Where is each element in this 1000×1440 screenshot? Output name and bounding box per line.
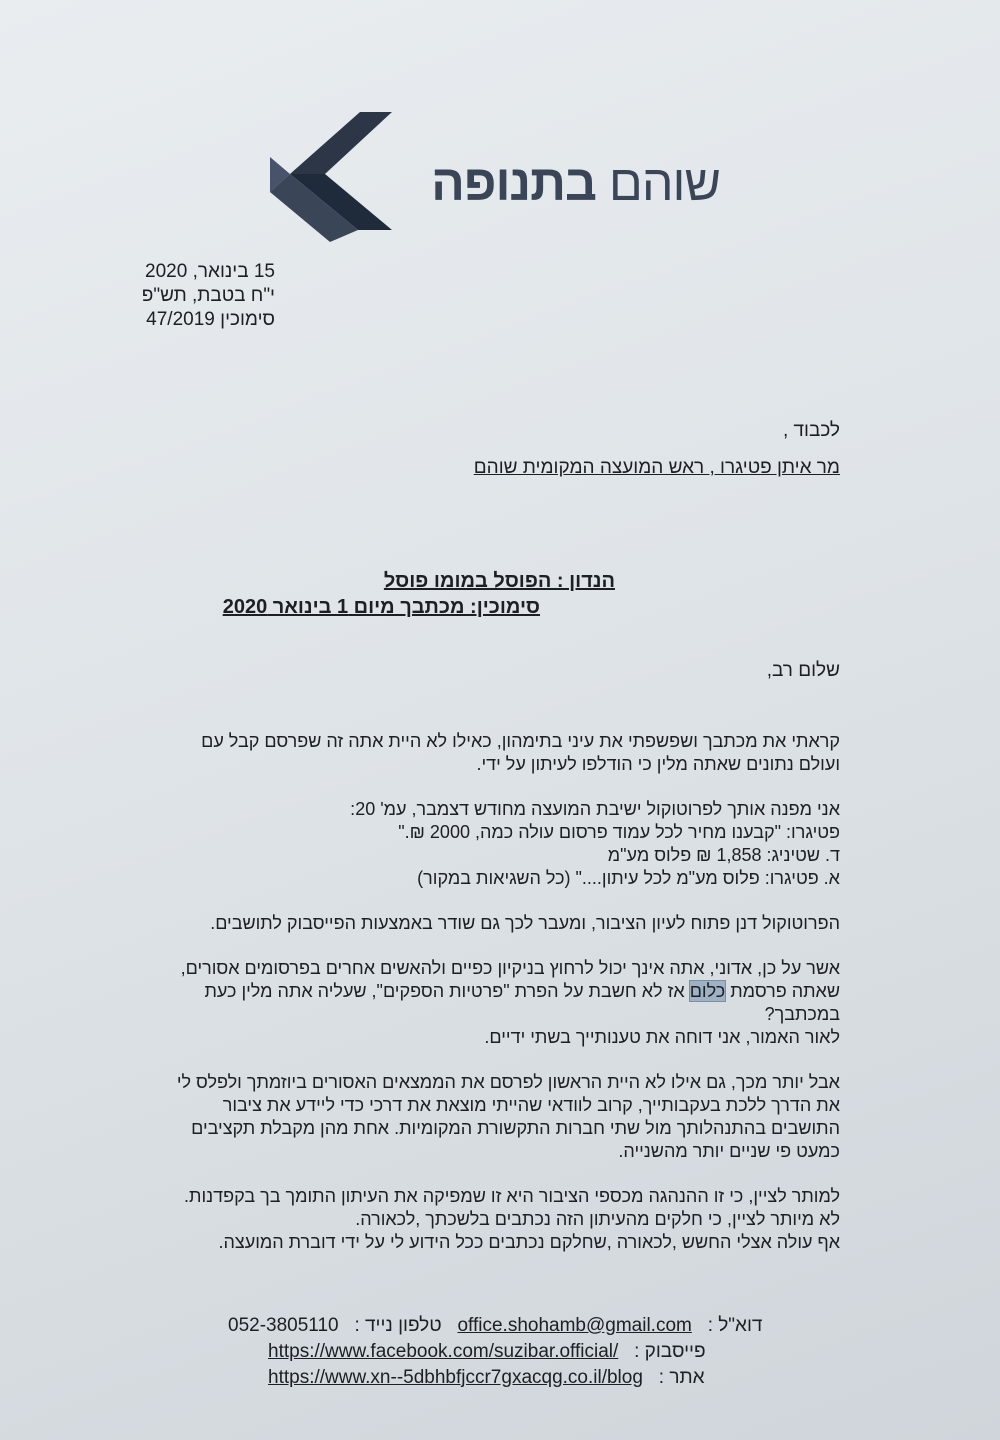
subject-line: הנדון : הפוסל במומו פוסל [383,570,615,592]
logo-word-shoham: שוהם [608,155,720,211]
phone-value: 052-3805110 [228,1315,339,1336]
subject-reference: סימוכין: מכתבך מיום 1 בינואר 2020 [222,596,540,618]
text-line: לא מיותר לציין, כי חלקים מהעיתון הזה נכתבים בלשכתך ,לכאורה. [355,1209,840,1229]
text-line: למותר לציין, כי זו ההנהגה מכספי הציבור היא זו שמפיקה את העיתון התומך בך בקפדנות. [184,1186,840,1206]
paragraph-5 [160,1071,840,1163]
contact-block [228,1313,762,1391]
paragraph-2 [160,798,840,890]
paragraph-3 [160,912,840,935]
facebook-label: פייסבוק : [634,1341,706,1362]
text-segment: אז לא חשבת על הפרת "פרטיות הספקים", שעליה אתה מלין כעת [204,981,690,1001]
text-line [160,980,840,1003]
text-line: כמעט פי שניים יותר מהשנייה. [618,1141,840,1161]
recipient-salutation: לכבוד , [782,420,840,441]
paragraph-4 [160,957,840,1049]
greeting: שלום רב, [766,660,840,681]
contact-email-row [228,1313,762,1339]
letter-body [160,730,840,1276]
text-line: א. פטיגרו: פלוס מע"מ לכל עיתון...." (כל השגיאות במקור) [417,868,840,888]
hebrew-date: י"ח בטבת, תש"פ [141,285,275,306]
contact-site-row [228,1365,762,1391]
site-label: אתר : [658,1367,705,1388]
highlighted-word: כלום [689,981,726,1001]
text-segment: שאתה פרסמת [725,981,840,1001]
text-line: אבל יותר מכך, גם אילו לא היית הראשון לפרסם את הממצאים האסורים ביוזמתך ולפלס לי [176,1072,840,1092]
gregorian-date: 15 בינואר, 2020 [145,261,275,282]
text-line: ד. שטיניג: 1,858 ₪ פלוס מע"מ [607,845,840,865]
text-line: אף עולה אצלי החשש ,לכאורה ,שחלקם נכתבים ככל הידוע לי על ידי דוברת המועצה. [218,1232,840,1252]
text-line: במכתבך? [764,1004,840,1024]
logo [270,112,740,242]
text-line: את הדרך ללכת בעקבותייך, קרוב לוודאי שהייתי מוצאת את דרכי כדי ליידע את ציבור [222,1095,840,1115]
recipient-name: מר איתן פטיגרו , ראש המועצה המקומית שוהם [473,457,840,478]
facebook-link[interactable]: https://www.facebook.com/suzibar.official/ [268,1341,619,1362]
logo-wordmark [431,154,720,212]
email-link[interactable]: office.shohamb@gmail.com [457,1315,692,1336]
phone-label: טלפון נייד : [354,1315,442,1336]
site-link[interactable]: https://www.xn--5dbhbfjccr7gxacqg.co.il/blog [268,1367,643,1388]
chevron-logo-icon [270,112,400,242]
email-label: דוא"ל : [707,1315,763,1336]
text-line: הפרוטוקול דנן פתוח לעיון הציבור, ומעבר לכך גם שודר באמצעות הפייסבוק לתושבים. [210,913,840,933]
text-line: פטיגרו: "קבענו מחיר לכל עמוד פרסום עולה כמה, 2000 ₪." [398,822,840,842]
text-line: לאור האמור, אני דוחה את טענותייך בשתי ידיים. [484,1027,840,1047]
logo-word-tnufa: בתנופה [431,155,596,211]
text-line: ועולם נתונים שאתה מלין כי הודלפו לעיתון על ידי. [476,754,840,774]
paragraph-1 [160,730,840,776]
text-line: התושבים בהתנהלותך מול שתי חברות התקשורת המקומיות. אחת מהן מקבלת תקציבים [191,1118,840,1138]
text-line: קראתי את מכתבך ושפשפתי את עיני בתימהון, כאילו לא היית אתה זה שפרסם קבל עם [201,731,840,751]
contact-facebook-row [228,1339,762,1365]
reference-number: סימוכין 47/2019 [146,309,275,330]
text-line: אני מפנה אותך לפרוטוקול ישיבת המועצה מחודש דצמבר, עמ' 20: [350,799,840,819]
paragraph-6 [160,1185,840,1254]
date-block [142,260,275,332]
text-line: אשר על כן, אדוני, אתה אינך יכול לרחוץ בניקיון כפיים ולהאשים אחרים בפרסומים אסורים, [180,958,840,978]
